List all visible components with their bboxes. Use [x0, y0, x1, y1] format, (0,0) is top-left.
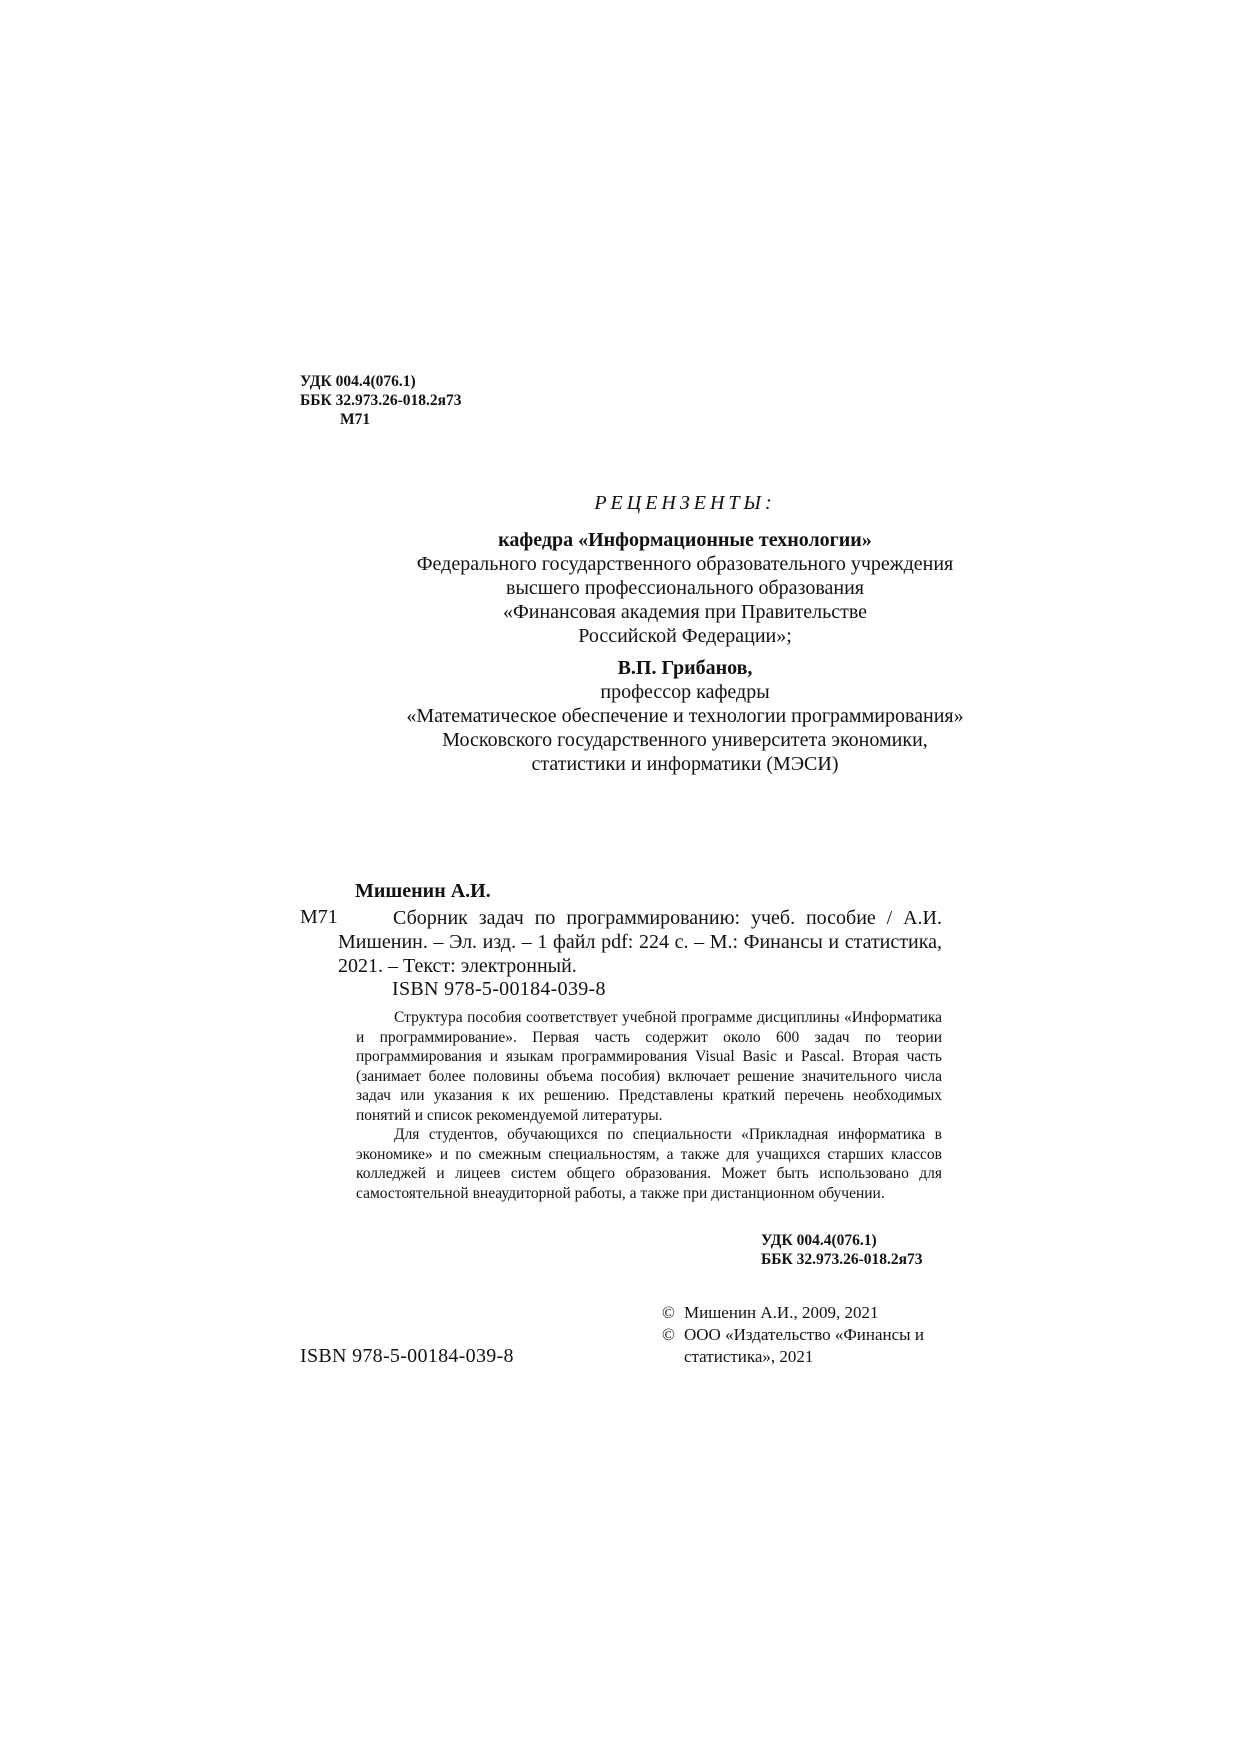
reviewer-org-line: Федерального государственного образовательного учреждения [416, 553, 954, 575]
reviewer-person-line: профессор кафедры [600, 681, 770, 703]
reviewer-org-title: кафедра «Информационные технологии» [498, 529, 872, 551]
annotation-paragraph: Для студентов, обучающихся по специальности «Прикладная информатика в экономике» и по смежным специальностям, а также для учащихся старших классов колледжей и лицеев систем общего образования. Может быть использовано для самостоятельной внеаудиторной работы, а также при дистанционном обучении. [356, 1126, 942, 1202]
copyright-symbol: © [662, 1325, 675, 1344]
reviewer-person-line: статистики и информатики (МЭСИ) [531, 753, 839, 775]
reviewers-block [300, 528, 1070, 776]
catalog-isbn: ISBN 978-5-00184-039-8 [392, 978, 606, 1000]
udk-code: УДК 004.4(076.1) [300, 373, 416, 390]
reviewer-person-line: Московского государственного университета экономики, [442, 729, 928, 751]
copyright-text: ООО «Издательство «Финансы и статистика», 2021 [684, 1325, 924, 1366]
reviewer-person-name: В.П. Грибанов, [617, 657, 753, 679]
udk-code-bottom: УДК 004.4(076.1) [761, 1232, 877, 1249]
catalog-description: Сборник задач по программированию: учеб. пособие / А.И. Мишенин. – Эл. изд. – 1 файл pdf: 224 с. – М.: Финансы и статистика, 2021. – Текст: электронный. [338, 907, 942, 977]
annotation-paragraph: Структура пособия соответствует учебной программе дисциплины «Информатика и программирование». Первая часть содержит около 600 задач по теории программирования и языкам программирования Visual Basic и Pascal. Вторая часть (занимает более половины объема пособия) включает решение значительного числа задач или указания к их решению. Представлены краткий перечень необходимых понятий и список рекомендуемой литературы. [356, 1009, 942, 1124]
annotation [356, 1008, 942, 1203]
copyright-text: Мишенин А.И., 2009, 2021 [684, 1303, 879, 1322]
classification-codes-bottom [761, 1231, 923, 1269]
classification-codes-top [300, 372, 462, 429]
catalog-author: Мишенин А.И. [355, 880, 491, 902]
copyright-symbol: © [662, 1303, 675, 1322]
copyright-block [662, 1302, 947, 1368]
copyright-row [662, 1302, 947, 1324]
reviewer-org-line: Российской Федерации»; [578, 625, 792, 647]
reviewers-heading: РЕЦЕНЗЕНТЫ: [594, 492, 776, 514]
bbk-code: ББК 32.973.26-018.2я73 [300, 392, 462, 409]
catalog-code: М71 [300, 906, 338, 928]
reviewer-org-line: «Финансовая академия при Правительстве [502, 601, 868, 623]
copyright-row [662, 1324, 947, 1368]
author-mark: М71 [340, 411, 371, 428]
reviewer-org-line: высшего профессионального образования [506, 577, 864, 599]
isbn-footer: ISBN 978-5-00184-039-8 [300, 1345, 514, 1367]
bbk-code-bottom: ББК 32.973.26-018.2я73 [761, 1251, 923, 1268]
reviewer-person-line: «Математическое обеспечение и технологии программирования» [406, 705, 964, 727]
